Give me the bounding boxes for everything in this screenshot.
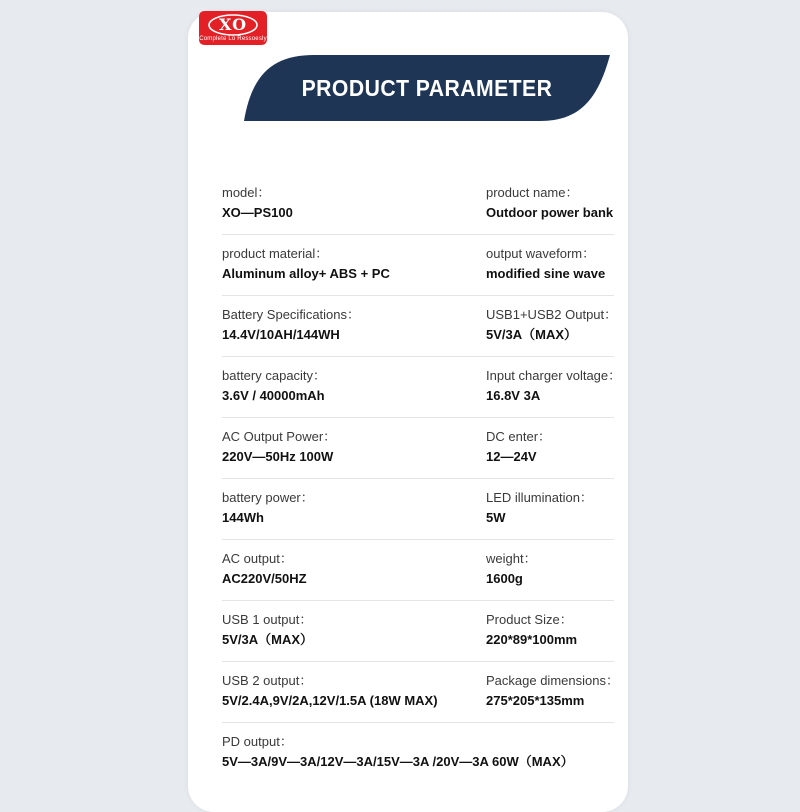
parameter-right-cell <box>486 185 613 221</box>
parameter-value: 220V—50Hz 100W <box>222 449 334 464</box>
parameter-value: 3.6V / 40000mAh <box>222 388 325 403</box>
logo-tagline: Complete Lo Ressoesly <box>199 36 267 42</box>
parameter-label: AC output： <box>222 551 293 566</box>
parameter-right-cell <box>486 307 617 343</box>
parameter-label: Product Size： <box>486 612 573 627</box>
parameter-left-cell <box>222 551 307 587</box>
parameter-label: battery capacity： <box>222 368 327 383</box>
parameter-value: Outdoor power bank <box>486 205 614 220</box>
parameter-left-cell <box>222 185 293 221</box>
parameter-left-cell <box>222 734 574 770</box>
parameter-row <box>222 724 614 783</box>
parameter-row <box>222 663 619 723</box>
parameter-right-cell <box>486 368 621 404</box>
parameter-value: 220*89*100mm <box>486 632 578 647</box>
parameter-value: 5V—3A/9V—3A/12V—3A/15V—3A /20V—3A 60W（MAX） <box>222 754 574 769</box>
parameter-row <box>222 602 614 662</box>
parameter-value: 16.8V 3A <box>486 388 541 403</box>
parameter-label: USB 2 output： <box>222 673 313 688</box>
parameter-label: output waveform： <box>486 246 596 261</box>
parameter-label: DC enter： <box>486 429 552 444</box>
parameter-label: product material： <box>222 246 329 261</box>
parameter-label: USB1+USB2 Output： <box>486 307 618 322</box>
parameter-right-cell <box>486 612 577 648</box>
parameter-label: PD output： <box>222 734 293 749</box>
parameter-left-cell <box>222 246 390 282</box>
parameter-left-cell <box>222 429 336 465</box>
parameter-value: 5V/3A（MAX） <box>222 632 314 647</box>
parameter-label: battery power： <box>222 490 314 505</box>
parameter-value: XO—PS100 <box>222 205 293 220</box>
parameter-value: 14.4V/10AH/144WH <box>222 327 340 342</box>
parameter-right-cell <box>486 246 605 282</box>
parameter-value: 5V/3A（MAX） <box>486 327 578 342</box>
parameter-right-cell <box>486 673 619 709</box>
page-title: PRODUCT PARAMETER <box>301 75 553 101</box>
parameter-row <box>222 236 614 296</box>
parameter-left-cell <box>222 673 438 709</box>
parameter-label: Input charger voltage： <box>486 368 622 383</box>
parameter-right-cell <box>486 429 551 465</box>
parameter-value: 144Wh <box>222 510 264 525</box>
parameter-value: 275*205*135mm <box>486 693 585 708</box>
parameter-label: model： <box>222 185 271 200</box>
parameter-row <box>222 297 618 357</box>
parameter-row <box>222 419 614 479</box>
parameter-right-cell <box>486 490 593 526</box>
parameter-value: 12—24V <box>486 449 537 464</box>
parameter-label: AC Output Power： <box>222 429 337 444</box>
parameter-value: 1600g <box>486 571 523 586</box>
xo-logo <box>195 8 271 48</box>
parameter-row <box>222 175 614 235</box>
parameter-value: 5W <box>486 510 506 525</box>
parameter-label: Package dimensions： <box>486 673 619 688</box>
parameter-label: product name： <box>486 185 579 200</box>
parameter-left-cell <box>222 490 314 526</box>
parameter-left-cell <box>222 368 326 404</box>
logo-brand-text: XO <box>218 15 248 34</box>
parameter-row <box>222 358 622 418</box>
parameter-value: modified sine wave <box>486 266 606 281</box>
parameter-row <box>222 541 614 601</box>
parameter-left-cell <box>222 612 313 648</box>
parameter-left-cell <box>222 307 360 343</box>
parameter-right-cell <box>486 551 537 587</box>
parameter-value: Aluminum alloy+ ABS + PC <box>222 266 390 281</box>
parameter-label: USB 1 output： <box>222 612 313 627</box>
parameter-value: AC220V/50HZ <box>222 571 307 586</box>
parameter-label: LED illumination： <box>486 490 593 505</box>
parameter-row <box>222 480 614 540</box>
parameter-label: weight： <box>486 551 537 566</box>
parameter-label: Battery Specifications： <box>222 307 361 322</box>
parameter-value: 5V/2.4A,9V/2A,12V/1.5A (18W MAX) <box>222 693 438 708</box>
parameter-list <box>222 175 622 784</box>
